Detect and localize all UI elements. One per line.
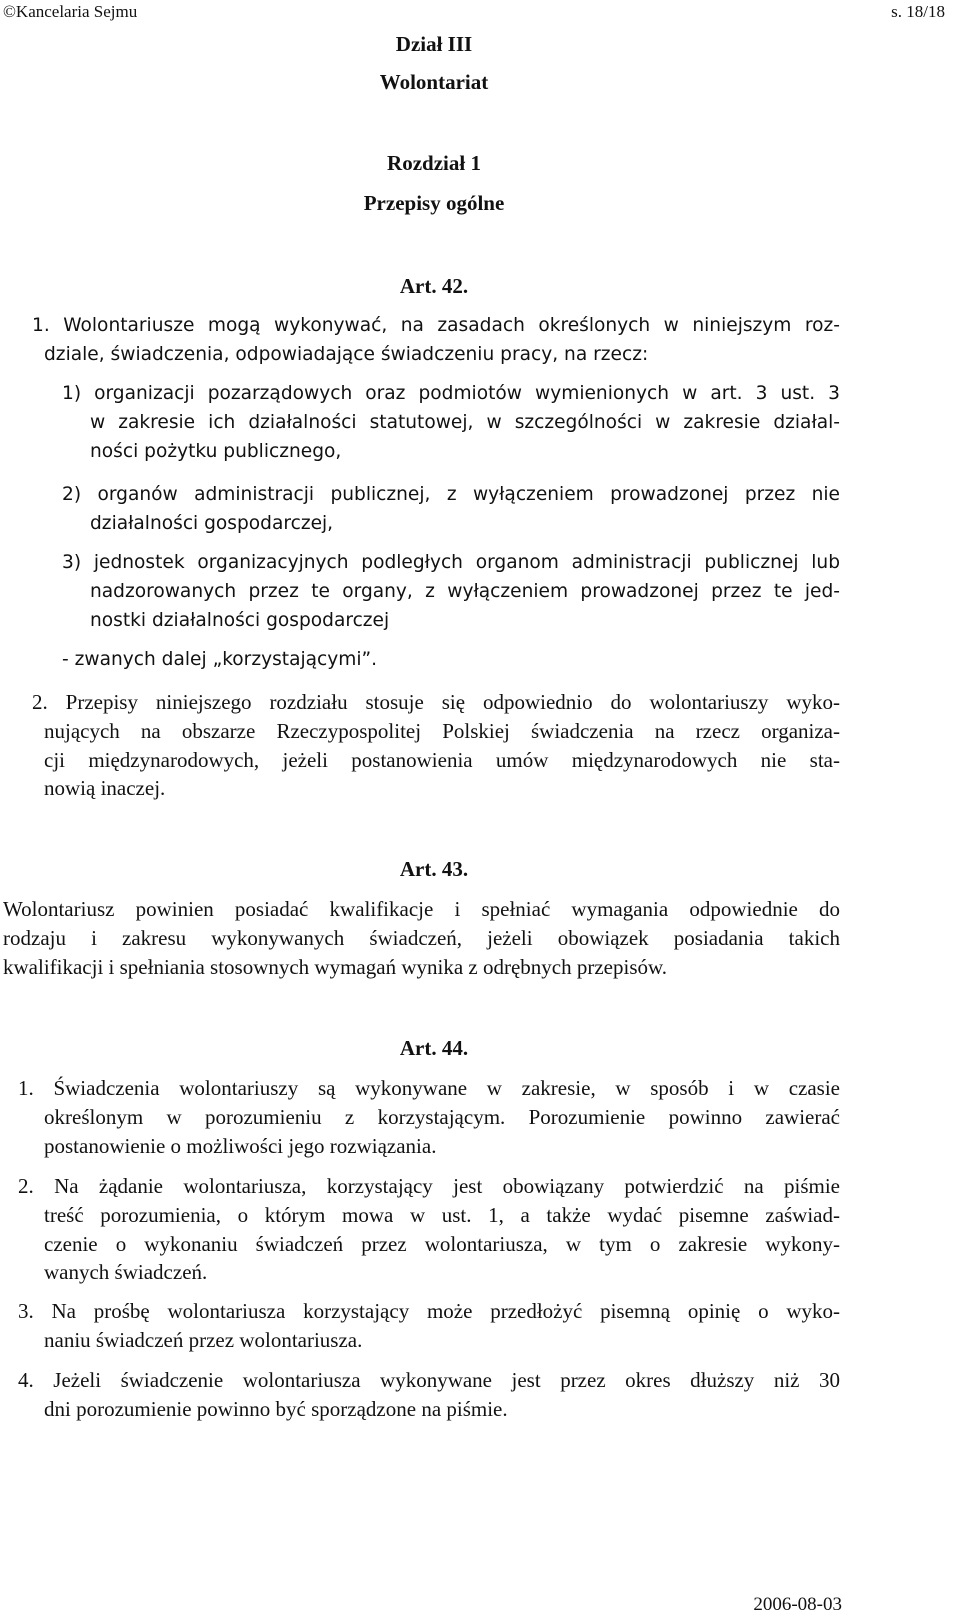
text-line: 4. Jeżeli świadczenie wolontariusza wykonywane jest przez okres dłuższy niż 30 bbox=[18, 1368, 840, 1392]
text-line: 1. Świadczenia wolontariuszy są wykonywane w zakresie, w sposób i w czasie bbox=[18, 1076, 840, 1100]
text-line: dni porozumienie powinno być sporządzone na piśmie. bbox=[44, 1396, 508, 1421]
art42-item-1 bbox=[62, 380, 840, 466]
art42-para-2 bbox=[32, 688, 840, 803]
footer-date: 2006-08-03 bbox=[753, 1594, 842, 1615]
text-line: określonym w porozumieniu z korzystającym. Porozumienie powinno zawierać bbox=[44, 1104, 840, 1129]
art42-para-1 bbox=[32, 312, 840, 370]
art42-item-2 bbox=[62, 481, 840, 539]
art42-item-3 bbox=[62, 549, 840, 635]
article-42-heading: Art. 42. bbox=[399, 274, 469, 298]
division-title: Wolontariat bbox=[379, 70, 489, 94]
text-line: cji międzynarodowych, jeżeli postanowienia umów międzynarodowych nie sta- bbox=[44, 747, 840, 772]
text-line: naniu świadczeń przez wolontariusza. bbox=[44, 1327, 363, 1352]
text-line: nadzorowanych przez te organy, z wyłączeniem prowadzonej przez te jed- bbox=[90, 580, 840, 602]
header-page-number: s. 18/18 bbox=[891, 2, 945, 21]
text-line: nujących na obszarze Rzeczypospolitej Polskiej świadczenia na rzecz organiza- bbox=[44, 718, 840, 743]
text-line: 2. Przepisy niniejszego rozdziału stosuje się odpowiednio do wolontariuszy wyko- bbox=[32, 690, 840, 714]
text-line: rodzaju i zakresu wykonywanych świadczeń, jeżeli obowiązek posiadania takich bbox=[3, 925, 840, 950]
text-line: czenie o wykonaniu świadczeń przez wolontariusza, w tym o zakresie wykony- bbox=[44, 1231, 840, 1256]
article-44-heading: Art. 44. bbox=[399, 1036, 469, 1060]
article-43-heading: Art. 43. bbox=[399, 857, 469, 881]
art43-text bbox=[3, 895, 840, 981]
art44-para-3 bbox=[18, 1297, 840, 1355]
text-line: - zwanych dalej „korzystającymi”. bbox=[62, 649, 378, 670]
text-line: 1) organizacji pozarządowych oraz podmiotów wymienionych w art. 3 ust. 3 bbox=[62, 383, 840, 404]
text-line: 2. Na żądanie wolontariusza, korzystający jest obowiązany potwierdzić na piśmie bbox=[18, 1174, 840, 1198]
chapter-title: Przepisy ogólne bbox=[363, 191, 505, 215]
art44-para-2 bbox=[18, 1172, 840, 1287]
text-line: Wolontariusz powinien posiadać kwalifikacje i spełniać wymagania odpowiednie do bbox=[3, 897, 840, 921]
art44-para-1 bbox=[18, 1074, 840, 1160]
text-line: 3. Na prośbę wolontariusza korzystający może przedłożyć pisemną opinię o wyko- bbox=[18, 1299, 840, 1323]
text-line: 3) jednostek organizacyjnych podległych organom administracji publicznej lub bbox=[62, 552, 840, 573]
text-line: postanowienie o możliwości jego rozwiązania. bbox=[44, 1133, 437, 1158]
text-line: działalności gospodarczej, bbox=[90, 512, 334, 534]
text-line: ności pożytku publicznego, bbox=[90, 440, 342, 462]
text-line: nowią inaczej. bbox=[44, 776, 166, 801]
text-line: kwalifikacji i spełniania stosownych wymagań wynika z odrębnych przepisów. bbox=[3, 954, 668, 979]
text-line: dziale, świadczenia, odpowiadające świadczeniu pracy, na rzecz: bbox=[44, 343, 649, 365]
text-line: 2) organów administracji publicznej, z wyłączeniem prowadzonej przez nie bbox=[62, 484, 840, 505]
header-copyright: ©Kancelaria Sejmu bbox=[3, 2, 138, 21]
text-line: wanych świadczeń. bbox=[44, 1260, 208, 1285]
text-line: w zakresie ich działalności statutowej, w szczególności w zakresie działal- bbox=[90, 411, 840, 433]
text-line: treść porozumienia, o którym mowa w ust. 1, a także wydać pisemne zaświad- bbox=[44, 1202, 840, 1227]
text-line: nostki działalności gospodarczej bbox=[90, 609, 390, 631]
art42-tail bbox=[62, 646, 840, 675]
chapter-heading: Rozdział 1 bbox=[387, 151, 481, 175]
text-line: 1. Wolontariusze mogą wykonywać, na zasadach określonych w niniejszym roz- bbox=[32, 315, 840, 336]
art44-para-4 bbox=[18, 1366, 840, 1424]
division-heading: Dział III bbox=[395, 32, 473, 56]
